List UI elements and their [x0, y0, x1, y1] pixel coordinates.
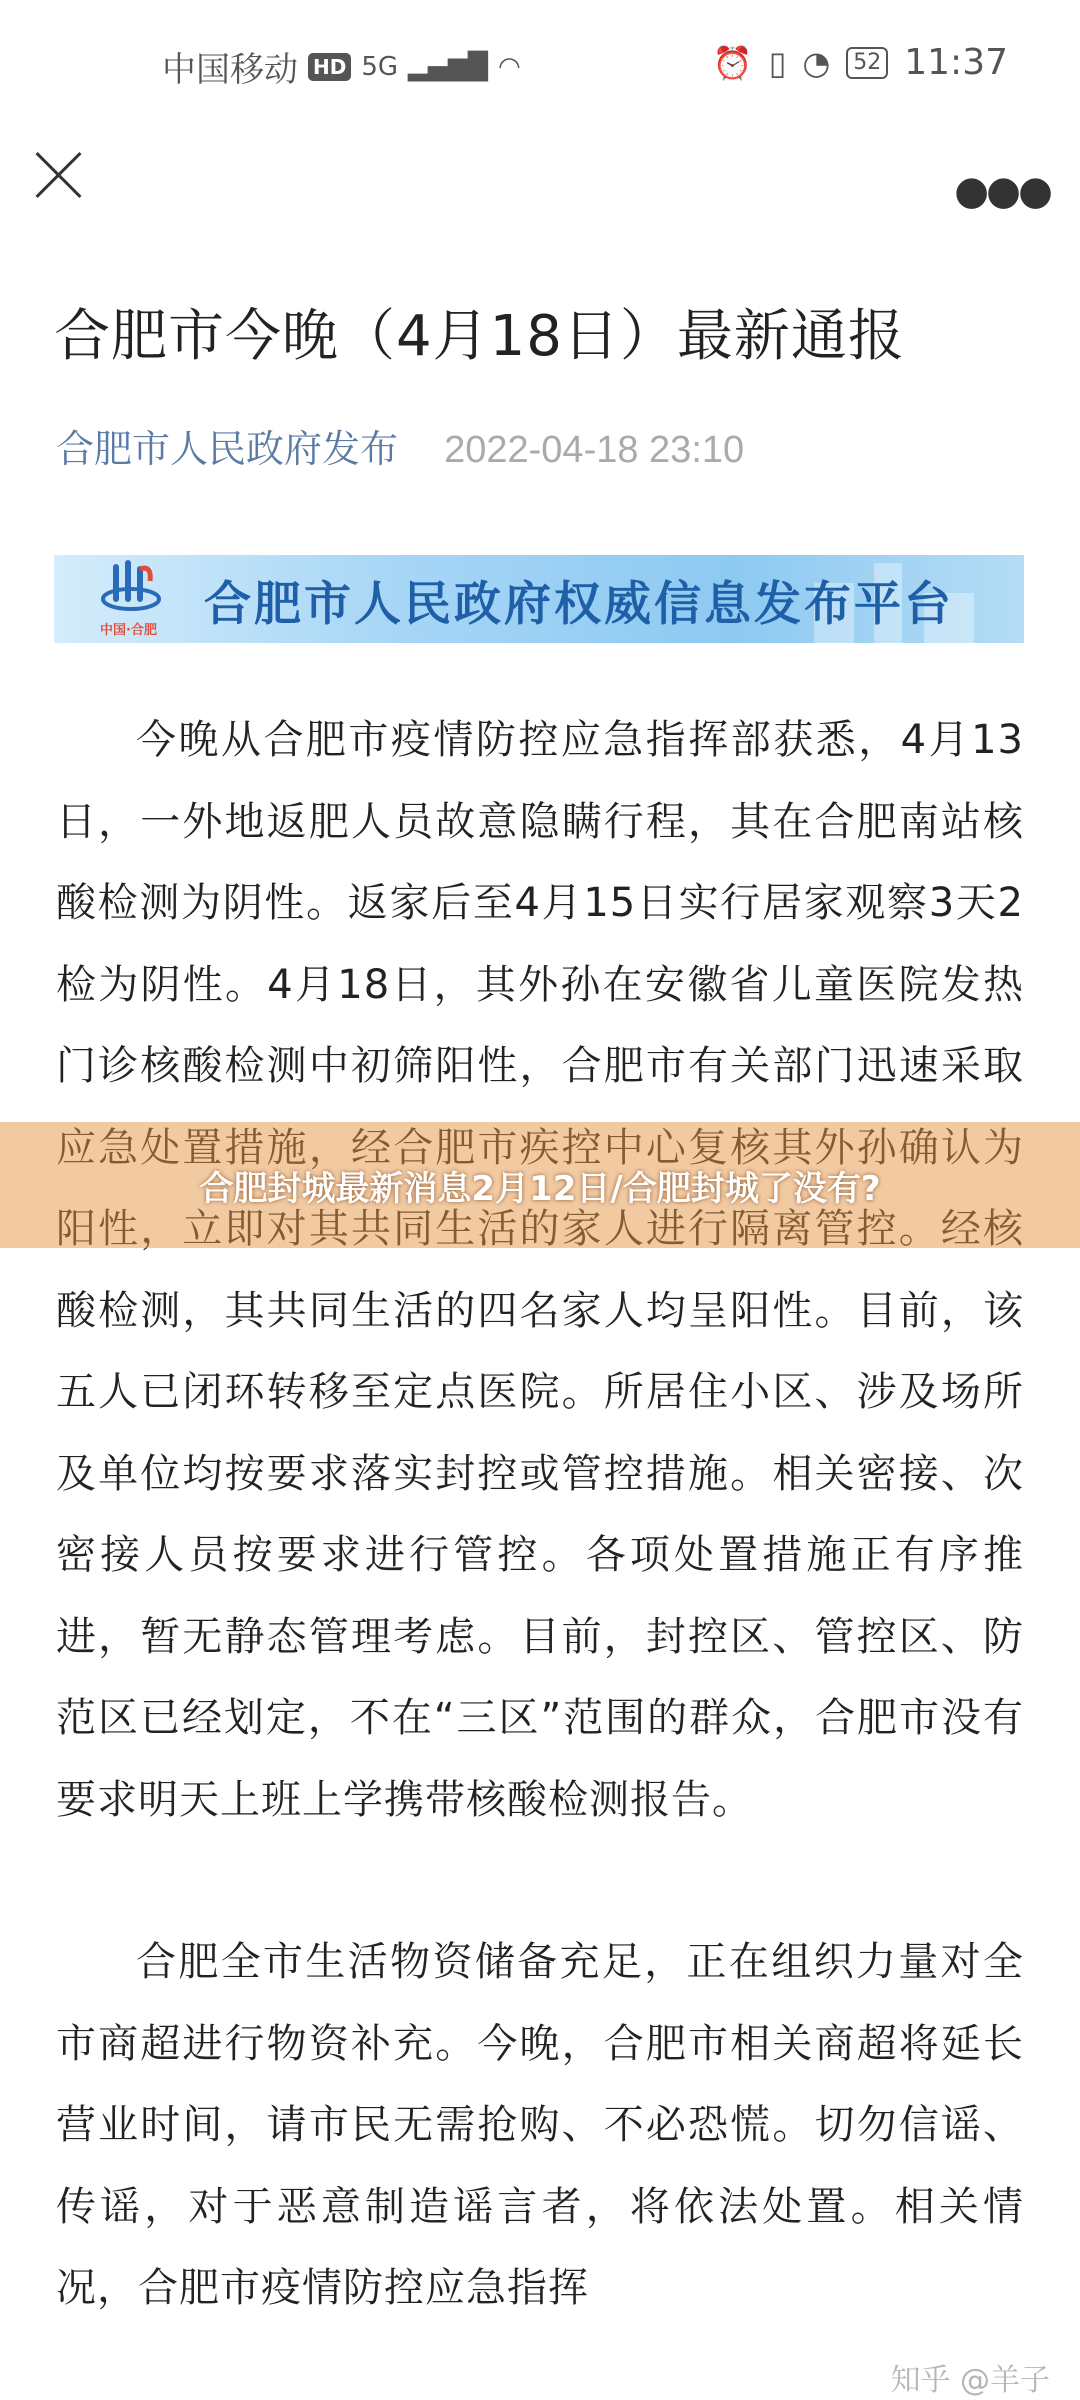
more-icon[interactable]: ●●●	[954, 168, 1050, 214]
close-icon[interactable]	[28, 144, 90, 206]
vibrate-icon: ▯	[768, 43, 787, 82]
article-paragraph: 今晚从合肥市疫情防控应急指挥部获悉，4月13日，一外地返肥人员故意隐瞒行程，其在合肥南站核酸检测为阴性。返家后至4月15日实行居家观察3天2检为阴性。4月18日，其外孙在安徽省儿童医院发热门诊核酸检测中初筛阳性，合肥市有关部门迅速采取 酸检测，其共同生活的四名家人均呈阳性。目前，该五人已闭环转移至定点医院。所居住小区、涉及场所及单位均按要求落实封控或管控措施。相关密接、次密接人员按要求进行管控。各项处置措施正有序推进，暂无静态管理考虑。目前，封控区、管控区、防范区已经划定，不在“三区”范围的群众，合肥市没有要求明天上班上学携带核酸检测报告。	[56, 717, 1024, 1823]
article-meta	[56, 418, 744, 473]
network-type: 5G	[361, 51, 399, 82]
clock: 11:37	[904, 42, 1008, 83]
nfc-icon: ◔	[802, 43, 831, 82]
nav-bar	[0, 140, 1080, 250]
publish-date: 2022-04-18 23:10	[444, 429, 745, 471]
hefei-logo-icon	[98, 559, 164, 621]
signal-icon: ▂▄▆█	[408, 51, 489, 82]
wifi-icon: ◠	[498, 51, 521, 82]
caption-text: 合肥封城最新消息2月12日/合肥封城了没有?	[199, 1168, 881, 1209]
article-banner	[54, 555, 1024, 643]
status-bar	[0, 0, 1080, 140]
status-left	[162, 42, 521, 91]
carrier-label: 中国移动	[162, 50, 298, 90]
watermark: 知乎 @羊子	[890, 2363, 1050, 2398]
article-paragraph: 合肥全市生活物资储备充足，正在组织力量对全市商超进行物资补充。今晚，合肥市相关商超将延长营业时间，请市民无需抢购、不必恐慌。切勿信谣、传谣，对于恶意制造谣言者，将依法处置。相关情况，合肥市疫情防控应急指挥	[56, 1939, 1024, 2311]
status-right	[713, 42, 1008, 83]
alarm-icon: ⏰	[712, 43, 753, 82]
battery-icon: 52	[846, 47, 888, 79]
banner-logo-text: 中国·合肥	[100, 623, 157, 638]
article-title: 合肥市今晚（4月18日）最新通报	[54, 304, 905, 369]
article-body	[56, 700, 1024, 2330]
author-link[interactable]: 合肥市人民政府发布	[56, 427, 399, 471]
banner-text: 合肥市人民政府权威信息发布平台	[204, 577, 954, 632]
caption-overlay	[0, 1122, 1080, 1248]
hd-badge: HD	[308, 53, 351, 81]
